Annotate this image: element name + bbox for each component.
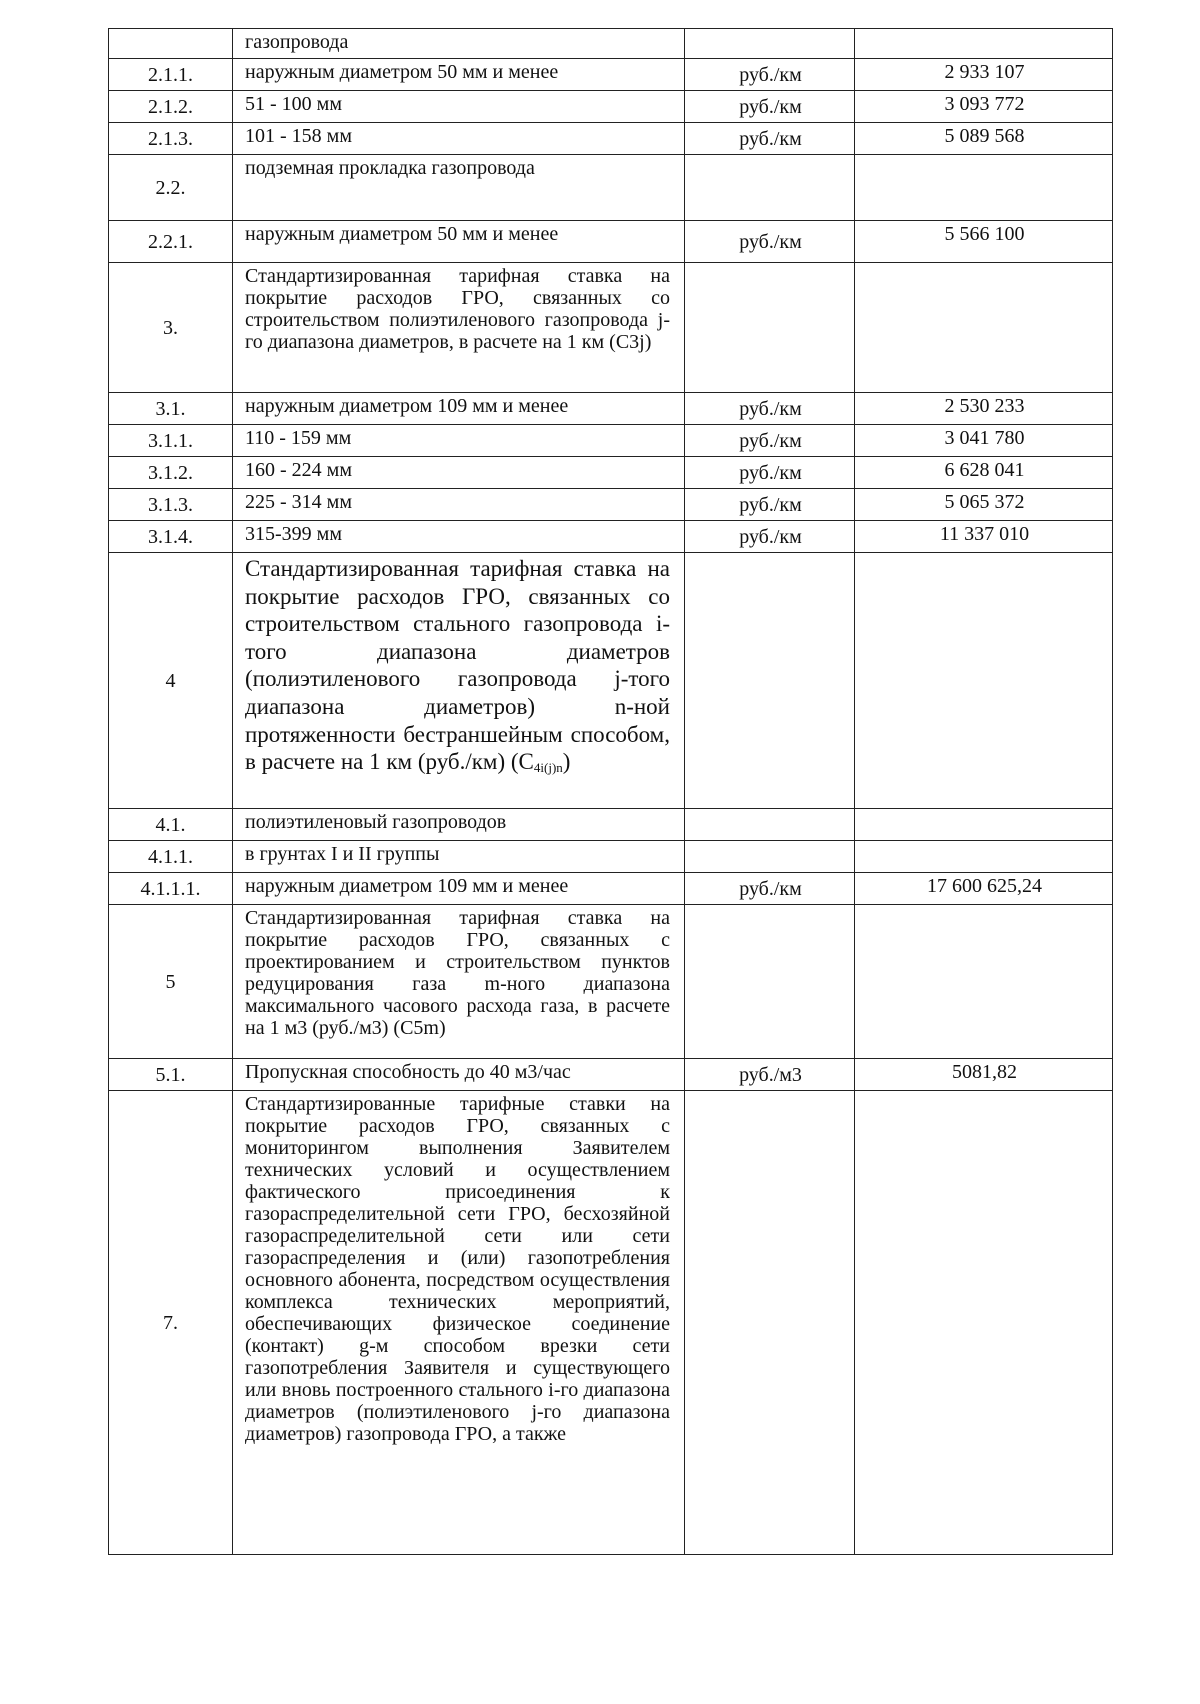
row-value: 5 065 372	[855, 489, 1113, 521]
table-row	[109, 489, 1113, 521]
tariff-table	[108, 28, 1113, 1555]
row-name: наружным диаметром 50 мм и менее	[233, 221, 685, 263]
row-unit	[685, 29, 855, 59]
row-name: 110 - 159 мм	[233, 425, 685, 457]
row-number: 7.	[109, 1091, 233, 1555]
row-unit: руб./км	[685, 521, 855, 553]
row-name: 101 - 158 мм	[233, 123, 685, 155]
row-value	[855, 29, 1113, 59]
row-name: наружным диаметром 109 мм и менее	[233, 873, 685, 905]
row-unit: руб./км	[685, 873, 855, 905]
row-unit: руб./км	[685, 91, 855, 123]
row-number: 2.1.3.	[109, 123, 233, 155]
row-value	[855, 553, 1113, 809]
row-name: Стандартизированные тарифные ставки на покрытие расходов ГРО, связанных с мониторингом выполнения Заявителем технических условий и осуществлением фактического присоединения к газораспределительной сети ГРО, бесхозяйной газораспределительной сети или сети газораспределения и (или) газопотребления основного абонента, посредством осуществления комплекса технических мероприятий, обеспечивающих физическое соединение (контакт) g-м способом врезки сети газопотребления Заявителя и существующего или вновь построенного стального i-го диапазона диаметров (полиэтиленового j-го диапазона диаметров) газопровода ГРО, а также	[233, 1091, 685, 1555]
row-number: 3.1.3.	[109, 489, 233, 521]
table-row	[109, 457, 1113, 489]
table-row	[109, 29, 1113, 59]
table-row	[109, 263, 1113, 393]
row-value	[855, 155, 1113, 221]
row-unit	[685, 263, 855, 393]
table-row	[109, 393, 1113, 425]
row-unit: руб./км	[685, 457, 855, 489]
row-unit	[685, 1091, 855, 1555]
table-row	[109, 221, 1113, 263]
row-name: 315-399 мм	[233, 521, 685, 553]
row-value: 5 089 568	[855, 123, 1113, 155]
row-value: 2 933 107	[855, 59, 1113, 91]
row-name: наружным диаметром 109 мм и менее	[233, 393, 685, 425]
row-value: 2 530 233	[855, 393, 1113, 425]
row-value	[855, 263, 1113, 393]
table-row	[109, 123, 1113, 155]
row-unit: руб./км	[685, 221, 855, 263]
row-name-tail: )	[562, 749, 571, 775]
row-name: газопровода	[233, 29, 685, 59]
row-number: 2.1.1.	[109, 59, 233, 91]
row-name: полиэтиленовый газопроводов	[233, 809, 685, 841]
row-number: 3.	[109, 263, 233, 393]
row-unit: руб./км	[685, 393, 855, 425]
row-number: 4.1.1.	[109, 841, 233, 873]
table-row	[109, 873, 1113, 905]
row-value: 5081,82	[855, 1059, 1113, 1091]
row-unit: руб./м3	[685, 1059, 855, 1091]
table-row	[109, 91, 1113, 123]
row-number: 3.1.2.	[109, 457, 233, 489]
row-value: 3 093 772	[855, 91, 1113, 123]
row-number	[109, 29, 233, 59]
row-name: подземная прокладка газопровода	[233, 155, 685, 221]
row-number: 5.1.	[109, 1059, 233, 1091]
row-number: 2.1.2.	[109, 91, 233, 123]
row-unit	[685, 841, 855, 873]
table-row	[109, 553, 1113, 809]
row-name: Пропускная способность до 40 м3/час	[233, 1059, 685, 1091]
row-number: 3.1.1.	[109, 425, 233, 457]
row-value: 6 628 041	[855, 457, 1113, 489]
row-value: 11 337 010	[855, 521, 1113, 553]
table-row	[109, 809, 1113, 841]
row-value	[855, 905, 1113, 1059]
table-row	[109, 841, 1113, 873]
row-value	[855, 841, 1113, 873]
table-row	[109, 521, 1113, 553]
row-value	[855, 809, 1113, 841]
row-number: 4.1.1.1.	[109, 873, 233, 905]
row-name: 160 - 224 мм	[233, 457, 685, 489]
row-number: 3.1.4.	[109, 521, 233, 553]
row-name	[233, 553, 685, 809]
row-unit	[685, 155, 855, 221]
row-number: 3.1.	[109, 393, 233, 425]
row-value	[855, 1091, 1113, 1555]
row-unit: руб./км	[685, 425, 855, 457]
row-name: Стандартизированная тарифная ставка на покрытие расходов ГРО, связанных со строительством полиэтиленового газопровода j-го диапазона диаметров, в расчете на 1 км (С3j)	[233, 263, 685, 393]
table-row	[109, 1091, 1113, 1555]
row-unit: руб./км	[685, 123, 855, 155]
row-name: наружным диаметром 50 мм и менее	[233, 59, 685, 91]
row-unit: руб./км	[685, 489, 855, 521]
row-name: в грунтах I и II группы	[233, 841, 685, 873]
table-row	[109, 425, 1113, 457]
table-row	[109, 1059, 1113, 1091]
row-unit: руб./км	[685, 59, 855, 91]
row-number: 2.2.	[109, 155, 233, 221]
row-number: 2.2.1.	[109, 221, 233, 263]
table-row	[109, 59, 1113, 91]
row-value: 17 600 625,24	[855, 873, 1113, 905]
row-number: 5	[109, 905, 233, 1059]
table-row	[109, 905, 1113, 1059]
row-name: 51 - 100 мм	[233, 91, 685, 123]
row-unit	[685, 905, 855, 1059]
row-name: 225 - 314 мм	[233, 489, 685, 521]
row-number: 4	[109, 553, 233, 809]
table-row	[109, 155, 1113, 221]
row-value: 3 041 780	[855, 425, 1113, 457]
row-name-subscript: 4i(j)n	[533, 760, 563, 776]
row-unit	[685, 553, 855, 809]
row-name: Стандартизированная тарифная ставка на покрытие расходов ГРО, связанных с проектированием и строительством пунктов редуцирования газа m-ного диапазона максимального часового расхода газа, в расчете на 1 м3 (руб./м3) (С5m)	[233, 905, 685, 1059]
row-number: 4.1.	[109, 809, 233, 841]
row-unit	[685, 809, 855, 841]
row-value: 5 566 100	[855, 221, 1113, 263]
row-name-text: Стандартизированная тарифная ставка на покрытие расходов ГРО, связанных со строительством стального газопровода i-того диапазона диаметров (полиэтиленового газопровода j-того диапазона диаметров) n-ной протяженности бестраншейным способом, в расчете на 1 км (руб./км) (С	[245, 556, 670, 775]
